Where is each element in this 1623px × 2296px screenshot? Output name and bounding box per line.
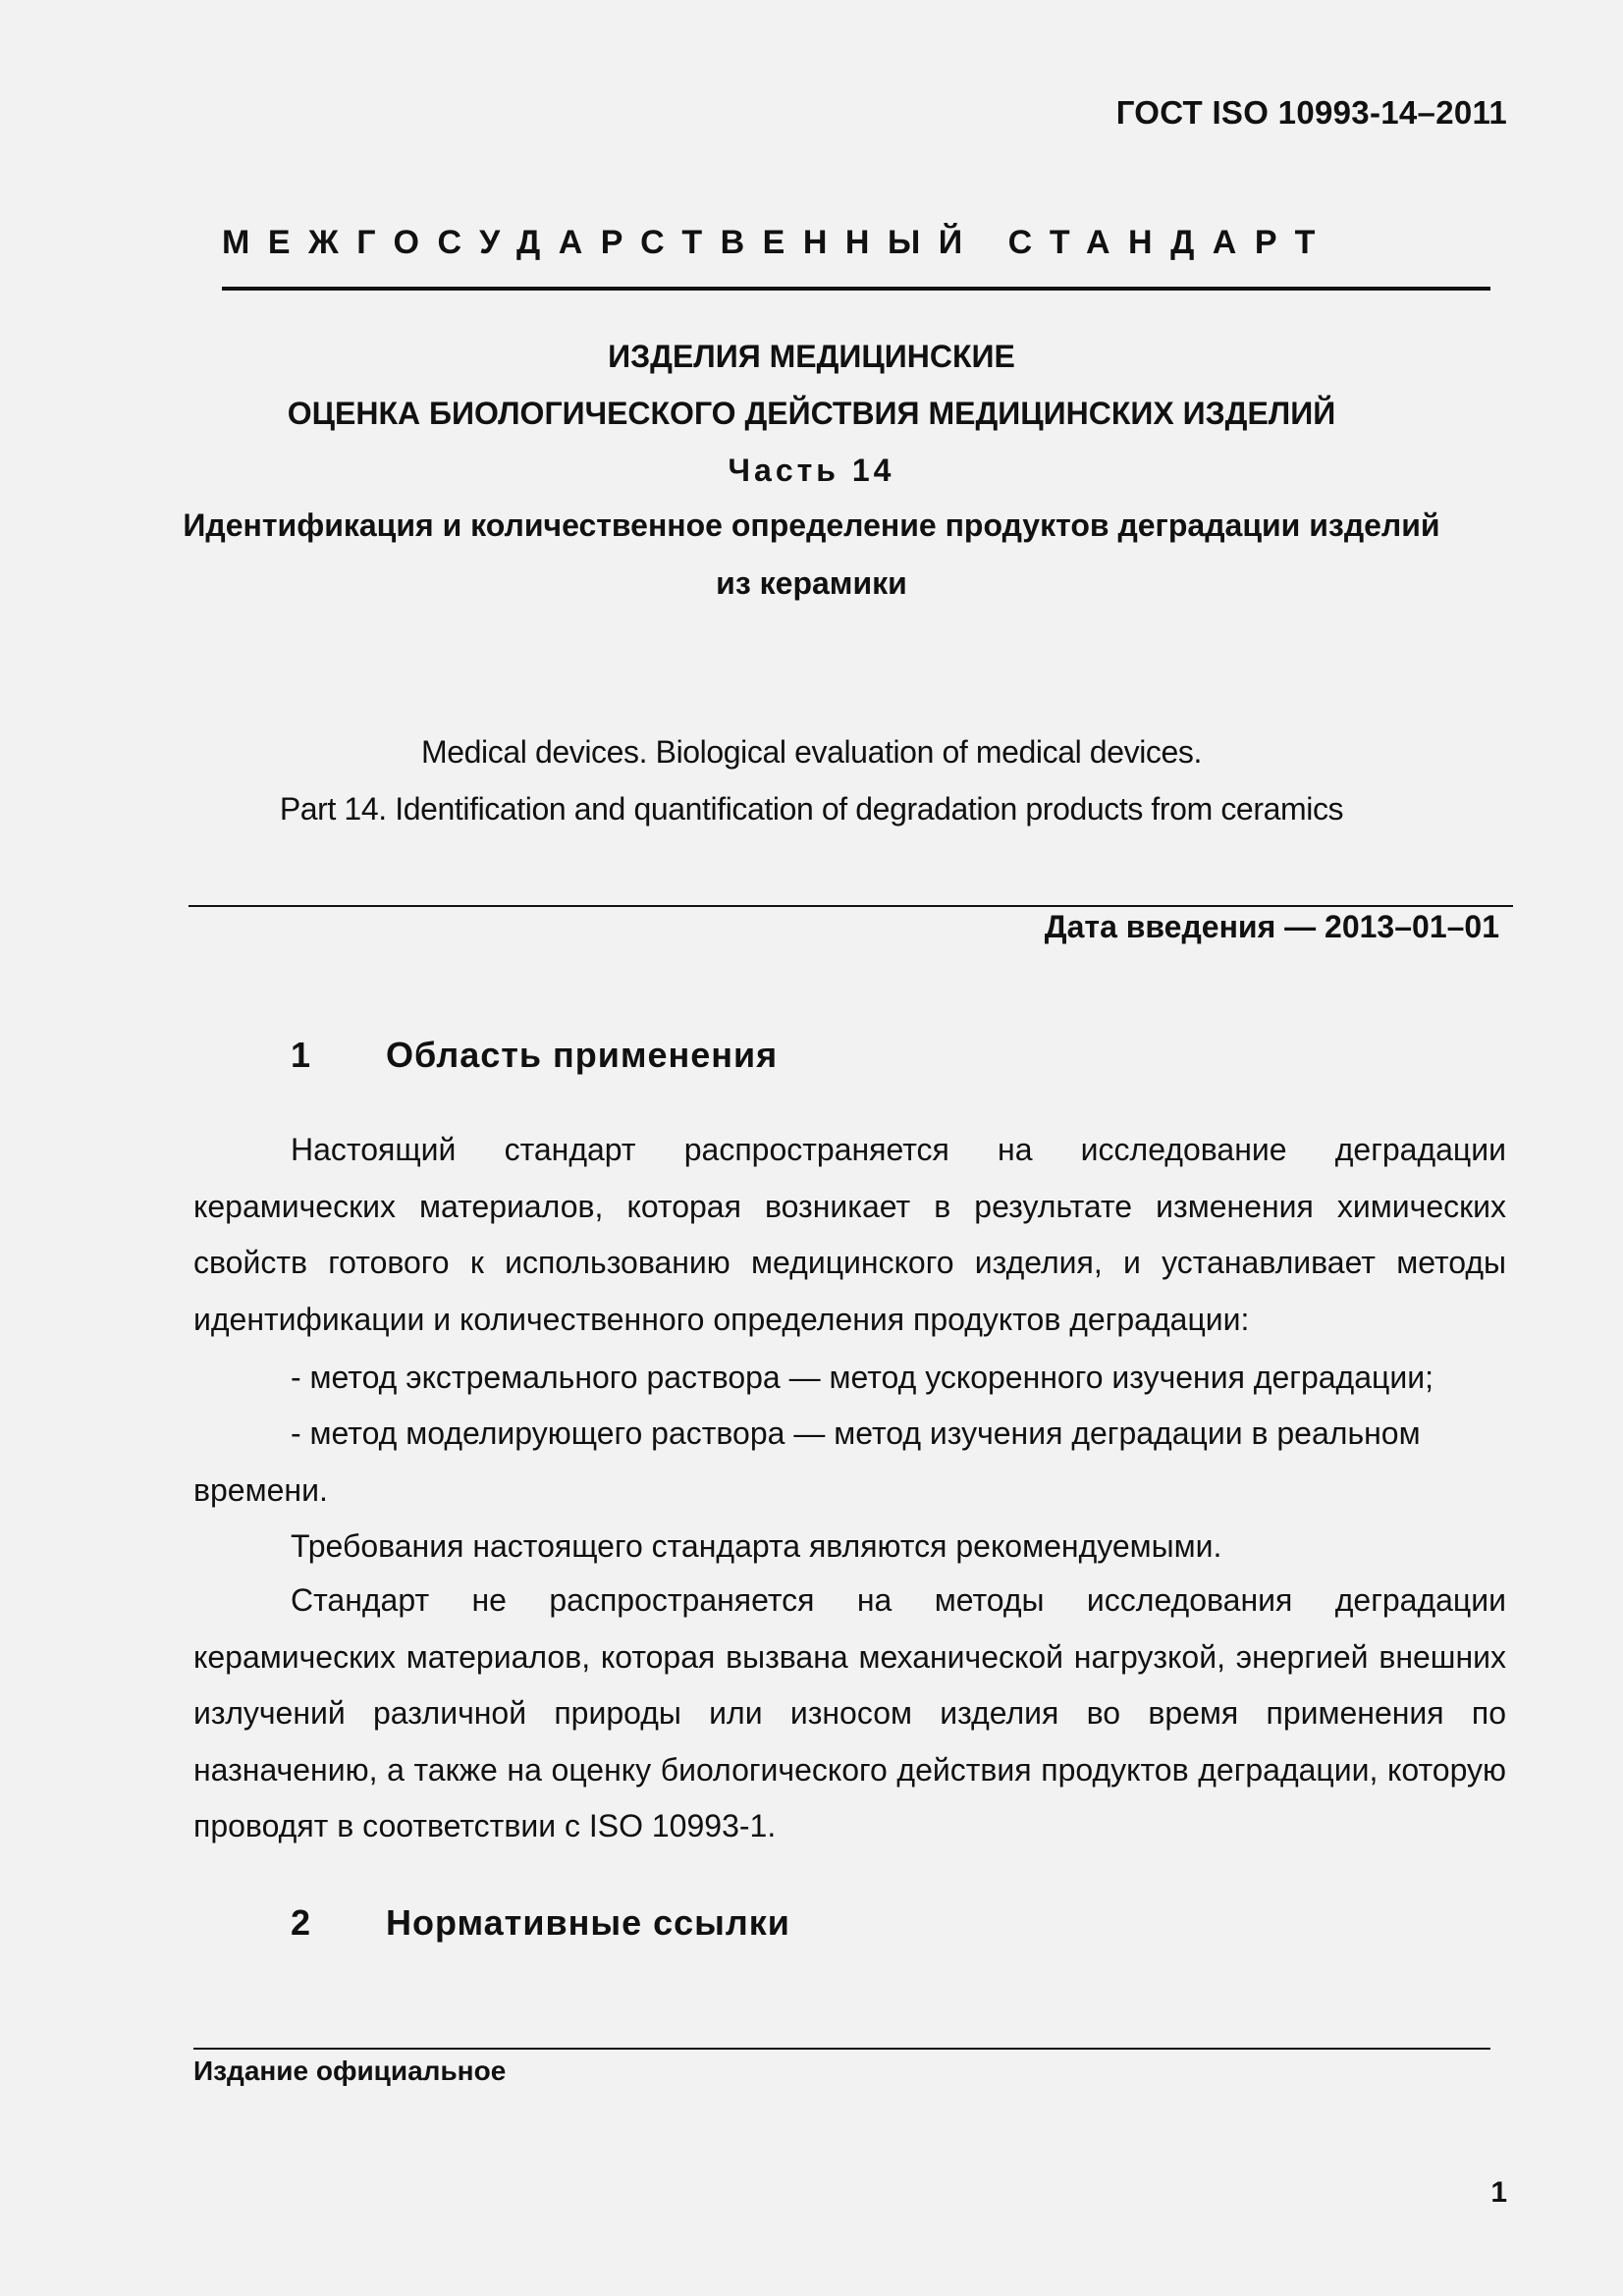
english-title-line-1: Medical devices. Biological evaluation of medical devices. xyxy=(420,734,1202,770)
section-1-title: Область применения xyxy=(386,1035,779,1075)
page-number: 1 xyxy=(1490,2176,1507,2209)
section-2-title: Нормативные ссылки xyxy=(386,1902,790,1943)
official-edition-label: Издание официальное xyxy=(193,2056,507,2086)
title-line-2: ОЦЕНКА БИОЛОГИЧЕСКОГО ДЕЙСТВИЯ МЕДИЦИНСКИХ ИЗДЕЛИЙ xyxy=(287,396,1336,431)
date-divider xyxy=(189,905,1513,907)
banner-divider xyxy=(222,287,1490,291)
footer-divider xyxy=(193,2048,1490,2050)
section-1-list-item-2-continuation: времени. xyxy=(193,1472,328,1508)
title-part: Часть 14 xyxy=(728,453,895,488)
section-1-paragraph-2: Требования настоящего стандарта являются рекомендуемыми. xyxy=(291,1528,1222,1564)
section-1-number: 1 xyxy=(291,1035,312,1075)
subtitle-line-2: из керамики xyxy=(716,565,907,601)
section-1-list-item-1: - метод экстремального раствора — метод ускоренного изучения деградации; xyxy=(291,1360,1434,1395)
section-1-paragraph-3: Стандарт не распространяется на методы исследования деградации керамических материалов, которая вызвана механической нагрузкой, энергией внешних излучений различной природы или износом изделия во время применения по назначению, а также на оценку биологического действия продуктов деградации, которую проводят в соответствии с ISO 10993-1. xyxy=(193,1582,1506,1843)
section-2-number: 2 xyxy=(291,1902,312,1943)
introduction-date: Дата введения — 2013–01–01 xyxy=(1044,909,1499,944)
document-code: ГОСТ ISO 10993-14–2011 xyxy=(1115,94,1507,131)
standard-banner: МЕЖГОСУДАРСТВЕННЫЙ СТАНДАРТ xyxy=(222,224,1333,261)
english-title-line-2: Part 14. Identification and quantification of degradation products from ceramics xyxy=(279,791,1344,827)
title-line-1: ИЗДЕЛИЯ МЕДИЦИНСКИЕ xyxy=(608,339,1015,374)
section-1-list-item-2: - метод моделирующего раствора — метод изучения деградации в реальном xyxy=(291,1415,1421,1451)
subtitle-line-1: Идентификация и количественное определение продуктов деградации изделий xyxy=(183,507,1440,543)
section-1-paragraph-1: Настоящий стандарт распространяется на исследование деградации керамических материалов, которая возникает в результате изменения химических свойств готового к использованию медицинского изделия, и устанавливает методы идентификации и количественного определения продуктов деградации: xyxy=(193,1132,1506,1337)
